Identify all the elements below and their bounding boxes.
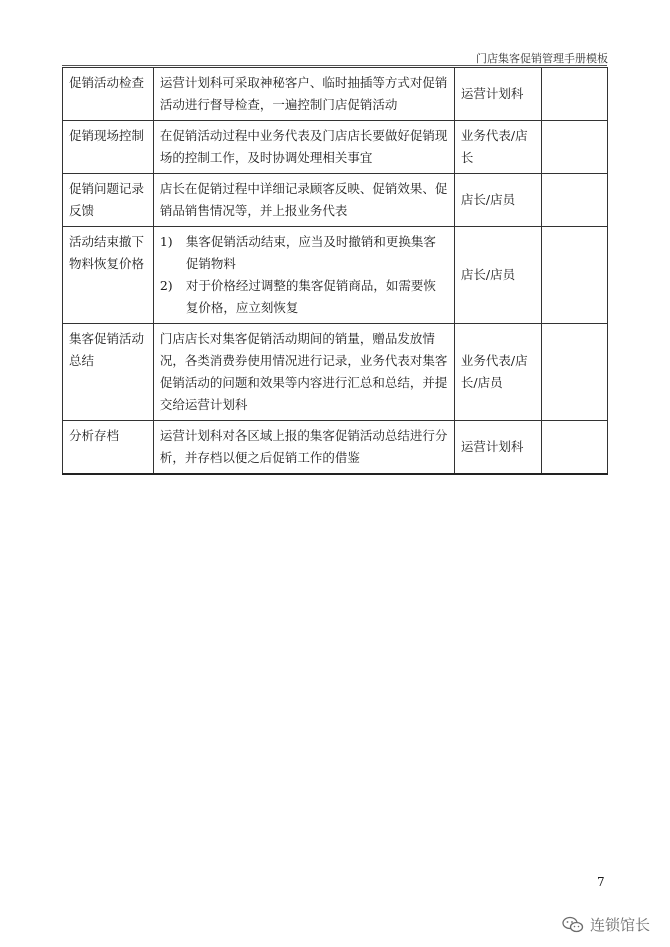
row-description: 运营计划科可采取神秘客户、临时抽插等方式对促销活动进行督导检查，一遍控制门店促销活动 [153,68,454,121]
page-number: 7 [597,875,605,889]
table-row [63,121,608,174]
row-owner: 店长/店员 [454,174,541,227]
row-note [541,121,607,174]
list-item [160,275,448,319]
row-note [541,227,607,324]
row-description: 店长在促销过程中详细记录顾客反映、促销效果、促销品销售情况等，并上报业务代表 [153,174,454,227]
row-item: 促销活动检查 [63,68,154,121]
row-owner: 运营计划科 [454,68,541,121]
watermark [562,914,650,935]
table-row [63,174,608,227]
row-note [541,68,607,121]
row-note [541,421,607,475]
header-rule [62,65,607,66]
row-owner: 运营计划科 [454,421,541,475]
table-row [63,324,608,421]
row-owner: 业务代表/店长 [454,121,541,174]
row-owner: 店长/店员 [454,227,541,324]
row-item: 促销现场控制 [63,121,154,174]
row-item: 促销问题记录反馈 [63,174,154,227]
row-item: 分析存档 [63,421,154,475]
table-row [63,227,608,324]
row-description: 在促销活动过程中业务代表及门店店长要做好促销现场的控制工作，及时协调处理相关事宜 [153,121,454,174]
list-number: 2) [159,278,173,293]
table-row [63,68,608,121]
wechat-icon [562,916,584,934]
list-item [160,231,448,275]
row-note [541,324,607,421]
list-text: 对于价格经过调整的集客促销商品，如需要恢复价格，应立刻恢复 [185,278,436,315]
row-owner: 业务代表/店长/店员 [454,324,541,421]
promotion-process-table [62,67,608,475]
row-description: 门店店长对集客促销活动期间的销量，赠品发放情况，各类消费券使用情况进行记录，业务代表对集客促销活动的问题和效果等内容进行汇总和总结，并提交给运营计划科 [153,324,454,421]
page-header-title: 门店集客促销管理手册模板 [476,52,608,65]
watermark-text: 连锁馆长 [589,916,650,934]
row-note [541,174,607,227]
list-text: 集客促销活动结束，应当及时撤销和更换集客促销物料 [185,234,436,271]
row-item: 活动结束撤下物料恢复价格 [63,227,154,324]
list-number: 1) [159,234,173,249]
row-item: 集客促销活动总结 [63,324,154,421]
table-row [63,421,608,475]
row-description-list [153,227,454,324]
row-description: 运营计划科对各区域上报的集客促销活动总结进行分析，并存档以便之后促销工作的借鉴 [153,421,454,475]
